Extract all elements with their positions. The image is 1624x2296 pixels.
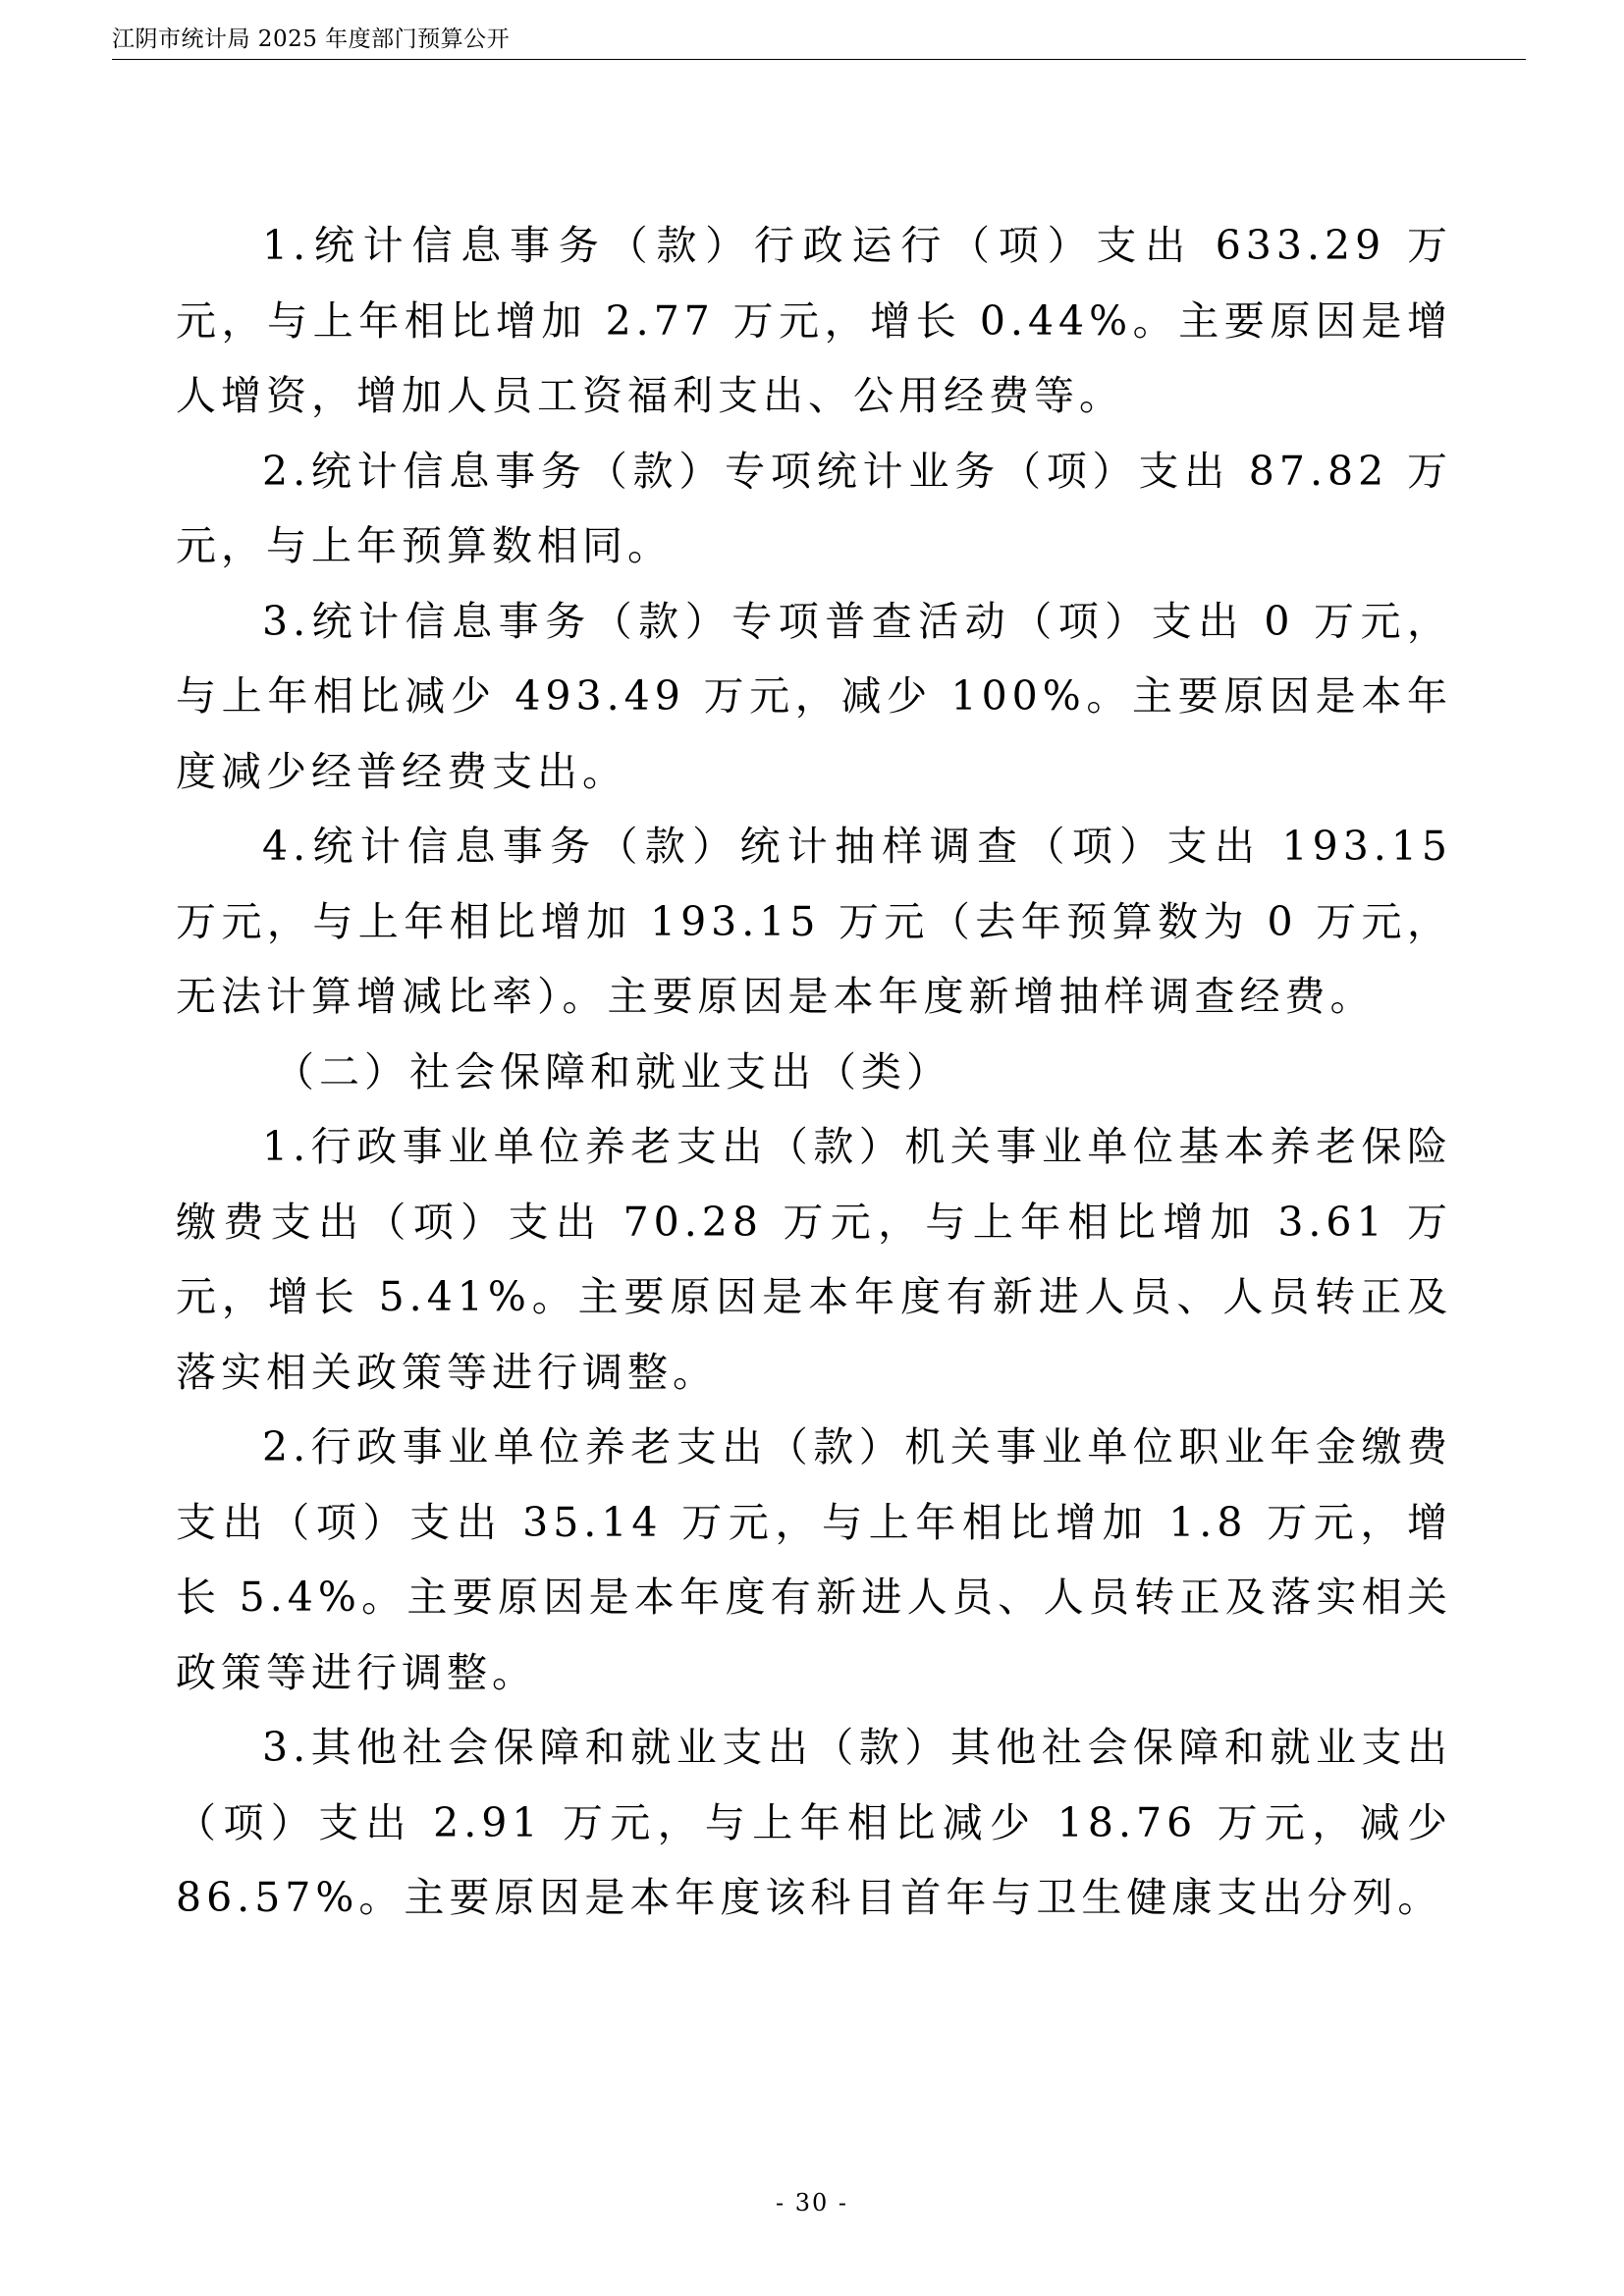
paragraph-item-2: 2.统计信息事务（款）专项统计业务（项）支出 87.82 万元，与上年预算数相同。: [176, 447, 1452, 569]
paragraph-item-4: 4.统计信息事务（款）统计抽样调查（项）支出 193.15 万元，与上年相比增加 193.15 万元（去年预算数为 0 万元，无法计算增减比率）。主要原因是本年度新增抽样调查经费。: [176, 823, 1452, 1020]
section-heading: （二）社会保障和就业支出（类）: [274, 1047, 951, 1095]
paragraph-item-1: 1.统计信息事务（款）行政运行（项）支出 633.29 万元，与上年相比增加 2.77 万元，增长 0.44%。主要原因是增人增资，增加人员工资福利支出、公用经费等。: [176, 222, 1452, 419]
page-header: [112, 22, 1526, 60]
paragraph-item-7: 3.其他社会保障和就业支出（款）其他社会保障和就业支出（项）支出 2.91 万元，与上年相比减少 18.76 万元，减少 86.57%。主要原因是本年度该科目首年与卫生健康支出分列。: [176, 1724, 1452, 1921]
paragraph-item-3: 3.统计信息事务（款）专项普查活动（项）支出 0 万元，与上年相比减少 493.49 万元，减少 100%。主要原因是本年度减少经普经费支出。: [176, 597, 1452, 795]
paragraph-item-6: 2.行政事业单位养老支出（款）机关事业单位职业年金缴费支出（项）支出 35.14 万元，与上年相比增加 1.8 万元，增长 5.4%。主要原因是本年度有新进人员、人员转正及落实相关政策等进行调整。: [176, 1423, 1452, 1696]
paragraph-item-5: 1.行政事业单位养老支出（款）机关事业单位基本养老保险缴费支出（项）支出 70.28 万元，与上年相比增加 3.61 万元，增长 5.41%。主要原因是本年度有新进人员、人员转正及落实相关政策等进行调整。: [176, 1123, 1452, 1396]
header-title: 江阴市统计局 2025 年度部门预算公开: [112, 27, 511, 52]
document-body: [176, 208, 1452, 1936]
page-number: - 30 -: [775, 2189, 848, 2216]
